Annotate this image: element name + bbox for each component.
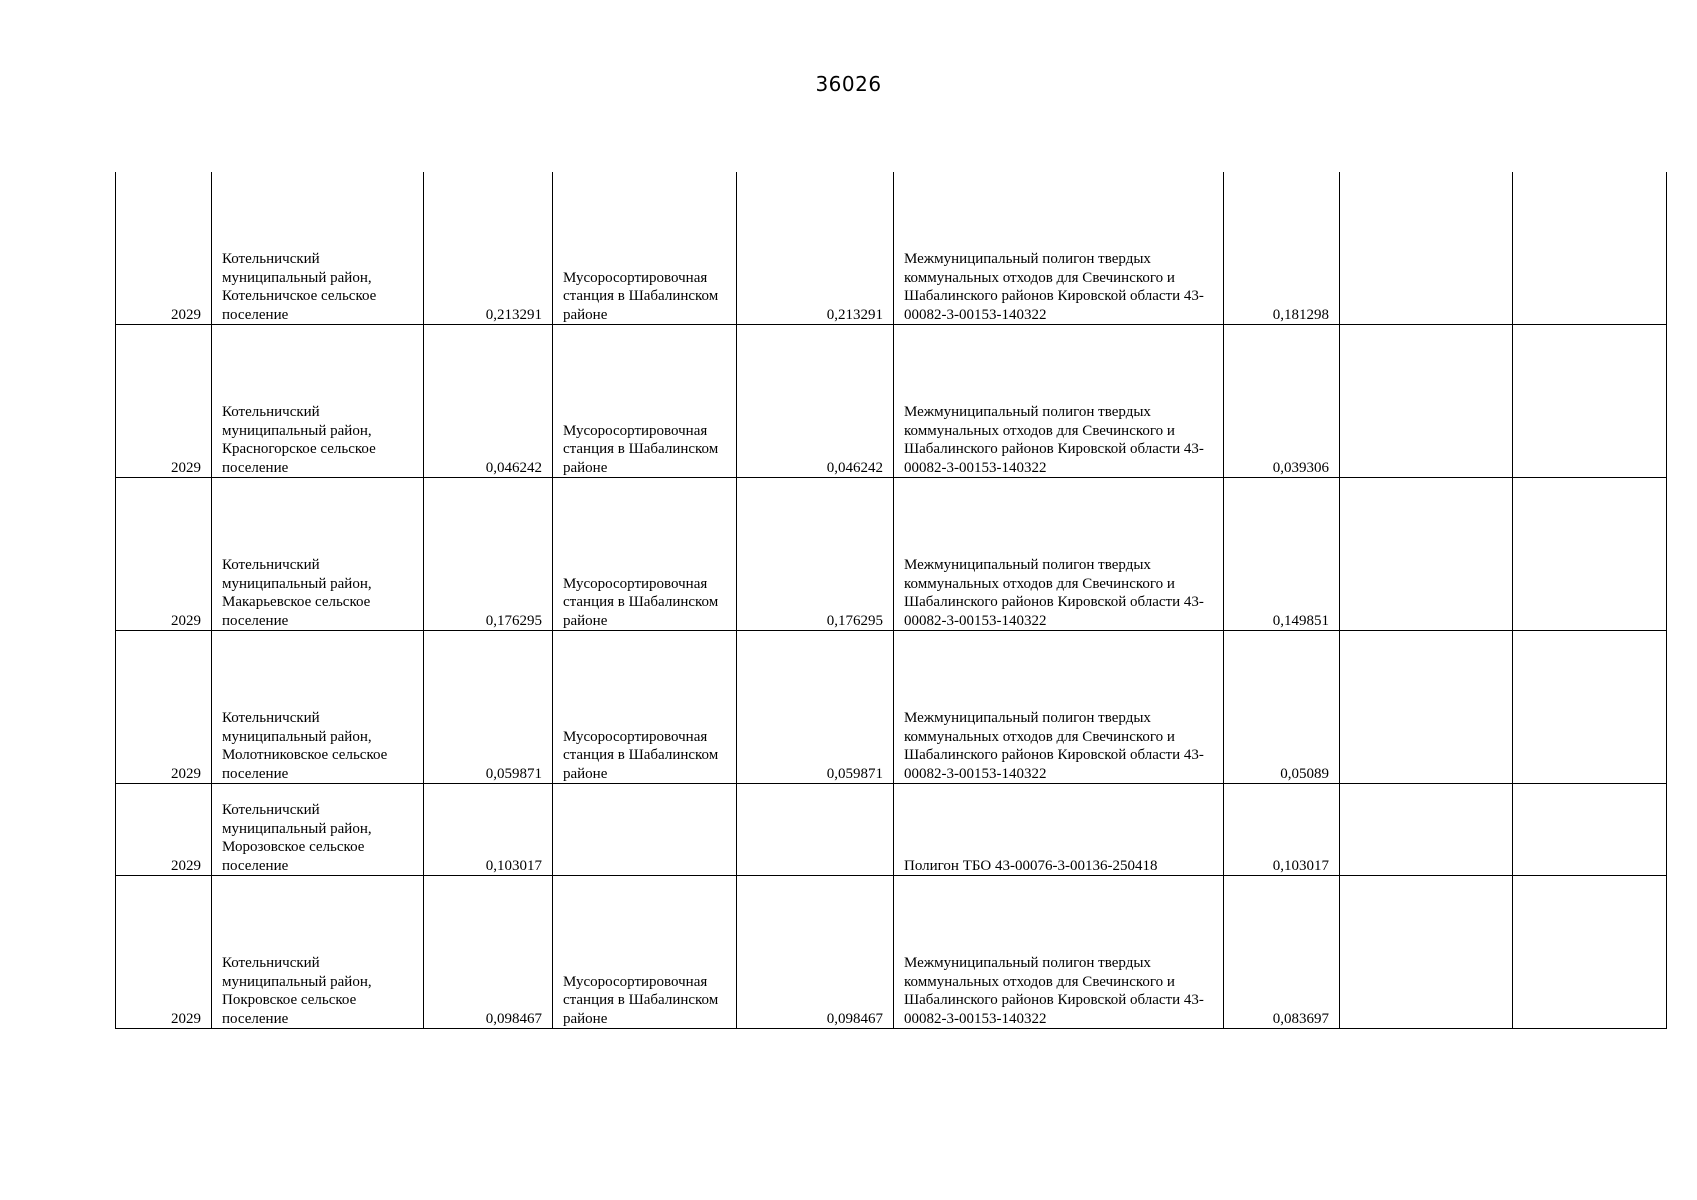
year-cell: 2029 (116, 784, 212, 876)
year-cell: 2029 (116, 876, 212, 1029)
table-row (116, 325, 1667, 478)
territory-cell: Котельничский муниципальный район, Котельничское сельское поселение (212, 172, 424, 325)
disposal-facility-cell: Межмуниципальный полигон твердых коммунальных отходов для Свечинского и Шабалинского районов Кировской области 43-00082-3-00153-140322 (894, 478, 1224, 631)
year-cell: 2029 (116, 631, 212, 784)
volume-disposed-cell: 0,149851 (1224, 478, 1340, 631)
table-row (116, 172, 1667, 325)
volume-generated-cell: 0,046242 (424, 325, 553, 478)
volume-processed-cell: 0,046242 (737, 325, 894, 478)
empty-cell (1340, 172, 1513, 325)
volume-processed-cell (737, 784, 894, 876)
table-row (116, 478, 1667, 631)
volume-generated-cell: 0,176295 (424, 478, 553, 631)
volume-processed-cell: 0,176295 (737, 478, 894, 631)
year-cell: 2029 (116, 172, 212, 325)
empty-cell (1513, 631, 1667, 784)
empty-cell (1513, 784, 1667, 876)
disposal-facility-cell: Полигон ТБО 43-00076-3-00136-250418 (894, 784, 1224, 876)
empty-cell (1340, 631, 1513, 784)
volume-processed-cell: 0,213291 (737, 172, 894, 325)
empty-cell (1340, 876, 1513, 1029)
empty-cell (1513, 325, 1667, 478)
processing-facility-cell: Мусоросортировочная станция в Шабалинском районе (553, 631, 737, 784)
year-cell: 2029 (116, 325, 212, 478)
table-row (116, 876, 1667, 1029)
processing-facility-cell: Мусоросортировочная станция в Шабалинском районе (553, 876, 737, 1029)
empty-cell (1513, 478, 1667, 631)
volume-disposed-cell: 0,05089 (1224, 631, 1340, 784)
volume-processed-cell: 0,098467 (737, 876, 894, 1029)
territory-cell: Котельничский муниципальный район, Покровское сельское поселение (212, 876, 424, 1029)
processing-facility-cell: Мусоросортировочная станция в Шабалинском районе (553, 478, 737, 631)
volume-processed-cell: 0,059871 (737, 631, 894, 784)
page-number: 36026 (815, 72, 882, 96)
disposal-facility-cell: Межмуниципальный полигон твердых коммунальных отходов для Свечинского и Шабалинского районов Кировской области 43-00082-3-00153-140322 (894, 631, 1224, 784)
territory-cell: Котельничский муниципальный район, Макарьевское сельское поселение (212, 478, 424, 631)
volume-disposed-cell: 0,039306 (1224, 325, 1340, 478)
volume-generated-cell: 0,059871 (424, 631, 553, 784)
disposal-facility-cell: Межмуниципальный полигон твердых коммунальных отходов для Свечинского и Шабалинского районов Кировской области 43-00082-3-00153-140322 (894, 172, 1224, 325)
processing-facility-cell: Мусоросортировочная станция в Шабалинском районе (553, 325, 737, 478)
volume-generated-cell: 0,098467 (424, 876, 553, 1029)
disposal-facility-cell: Межмуниципальный полигон твердых коммунальных отходов для Свечинского и Шабалинского районов Кировской области 43-00082-3-00153-140322 (894, 876, 1224, 1029)
empty-cell (1340, 784, 1513, 876)
table-row (116, 784, 1667, 876)
processing-facility-cell (553, 784, 737, 876)
volume-disposed-cell: 0,083697 (1224, 876, 1340, 1029)
empty-cell (1340, 325, 1513, 478)
volume-generated-cell: 0,103017 (424, 784, 553, 876)
processing-facility-cell: Мусоросортировочная станция в Шабалинском районе (553, 172, 737, 325)
territory-cell: Котельничский муниципальный район, Морозовское сельское поселение (212, 784, 424, 876)
disposal-facility-cell: Межмуниципальный полигон твердых коммунальных отходов для Свечинского и Шабалинского районов Кировской области 43-00082-3-00153-140322 (894, 325, 1224, 478)
year-cell: 2029 (116, 478, 212, 631)
empty-cell (1513, 172, 1667, 325)
territory-cell: Котельничский муниципальный район, Красногорское сельское поселение (212, 325, 424, 478)
waste-flow-table (115, 172, 1667, 1029)
volume-generated-cell: 0,213291 (424, 172, 553, 325)
territory-cell: Котельничский муниципальный район, Молотниковское сельское поселение (212, 631, 424, 784)
empty-cell (1340, 478, 1513, 631)
volume-disposed-cell: 0,103017 (1224, 784, 1340, 876)
table-row (116, 631, 1667, 784)
volume-disposed-cell: 0,181298 (1224, 172, 1340, 325)
empty-cell (1513, 876, 1667, 1029)
